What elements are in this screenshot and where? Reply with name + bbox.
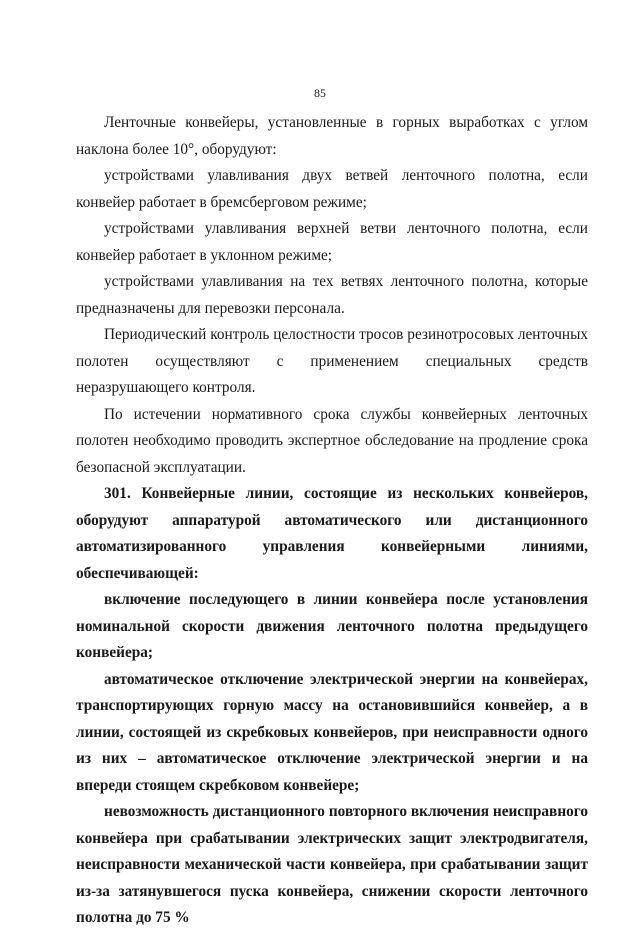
paragraph: невозможность дистанционного повторного включения неисправного конвейера при срабатывании электрических защит электродвигателя, неисправности механической части конвейера, при срабатывании защит из-за затянувшегося пуска конвейера, снижении скорости ленточного полотна до 75 % <box>76 803 588 926</box>
paragraph-301: 301. Конвейерные линии, состоящие из нескольких конвейеров, оборудуют аппаратурой автоматического или дистанционного автоматизированного управления конвейерными линиями, обеспечивающей: <box>76 485 588 582</box>
paragraph: Ленточные конвейеры, установленные в горных выработках с углом наклона более 10°, оборудуют: <box>76 114 588 158</box>
paragraph: Периодический контроль целостности тросов резинотросовых ленточных полотен осуществляют с применением специальных средств неразрушающего контроля. <box>76 326 588 396</box>
paragraph: включение последующего в линии конвейера после установления номинальной скорости движения ленточного полотна предыдущего конвейера; <box>76 591 588 661</box>
paragraph: По истечении нормативного срока службы конвейерных ленточных полотен необходимо проводить экспертное обследование на продление срока безопасной эксплуатации. <box>76 405 588 476</box>
paragraph: устройствами улавливания верхней ветви ленточного полотна, если конвейер работает в уклонном режиме; <box>76 220 588 264</box>
paragraph: устройствами улавливания двух ветвей ленточного полотна, если конвейер работает в бремсберговом режиме; <box>76 167 588 211</box>
paragraph: автоматическое отключение электрической энергии на конвейерах, транспортирующих горную массу на остановившийся конвейер, а в линии, состоящей из скребковых конвейеров, при неисправности одного из них – автоматическое отключение электрической энергии и на впереди стоящем скребковом конвейере; <box>76 670 588 794</box>
paragraph: устройствами улавливания на тех ветвях ленточного полотна, которые предназначены для перевозки персонала. <box>76 273 588 317</box>
page-number: 85 <box>314 86 326 100</box>
document-body <box>76 110 588 932</box>
